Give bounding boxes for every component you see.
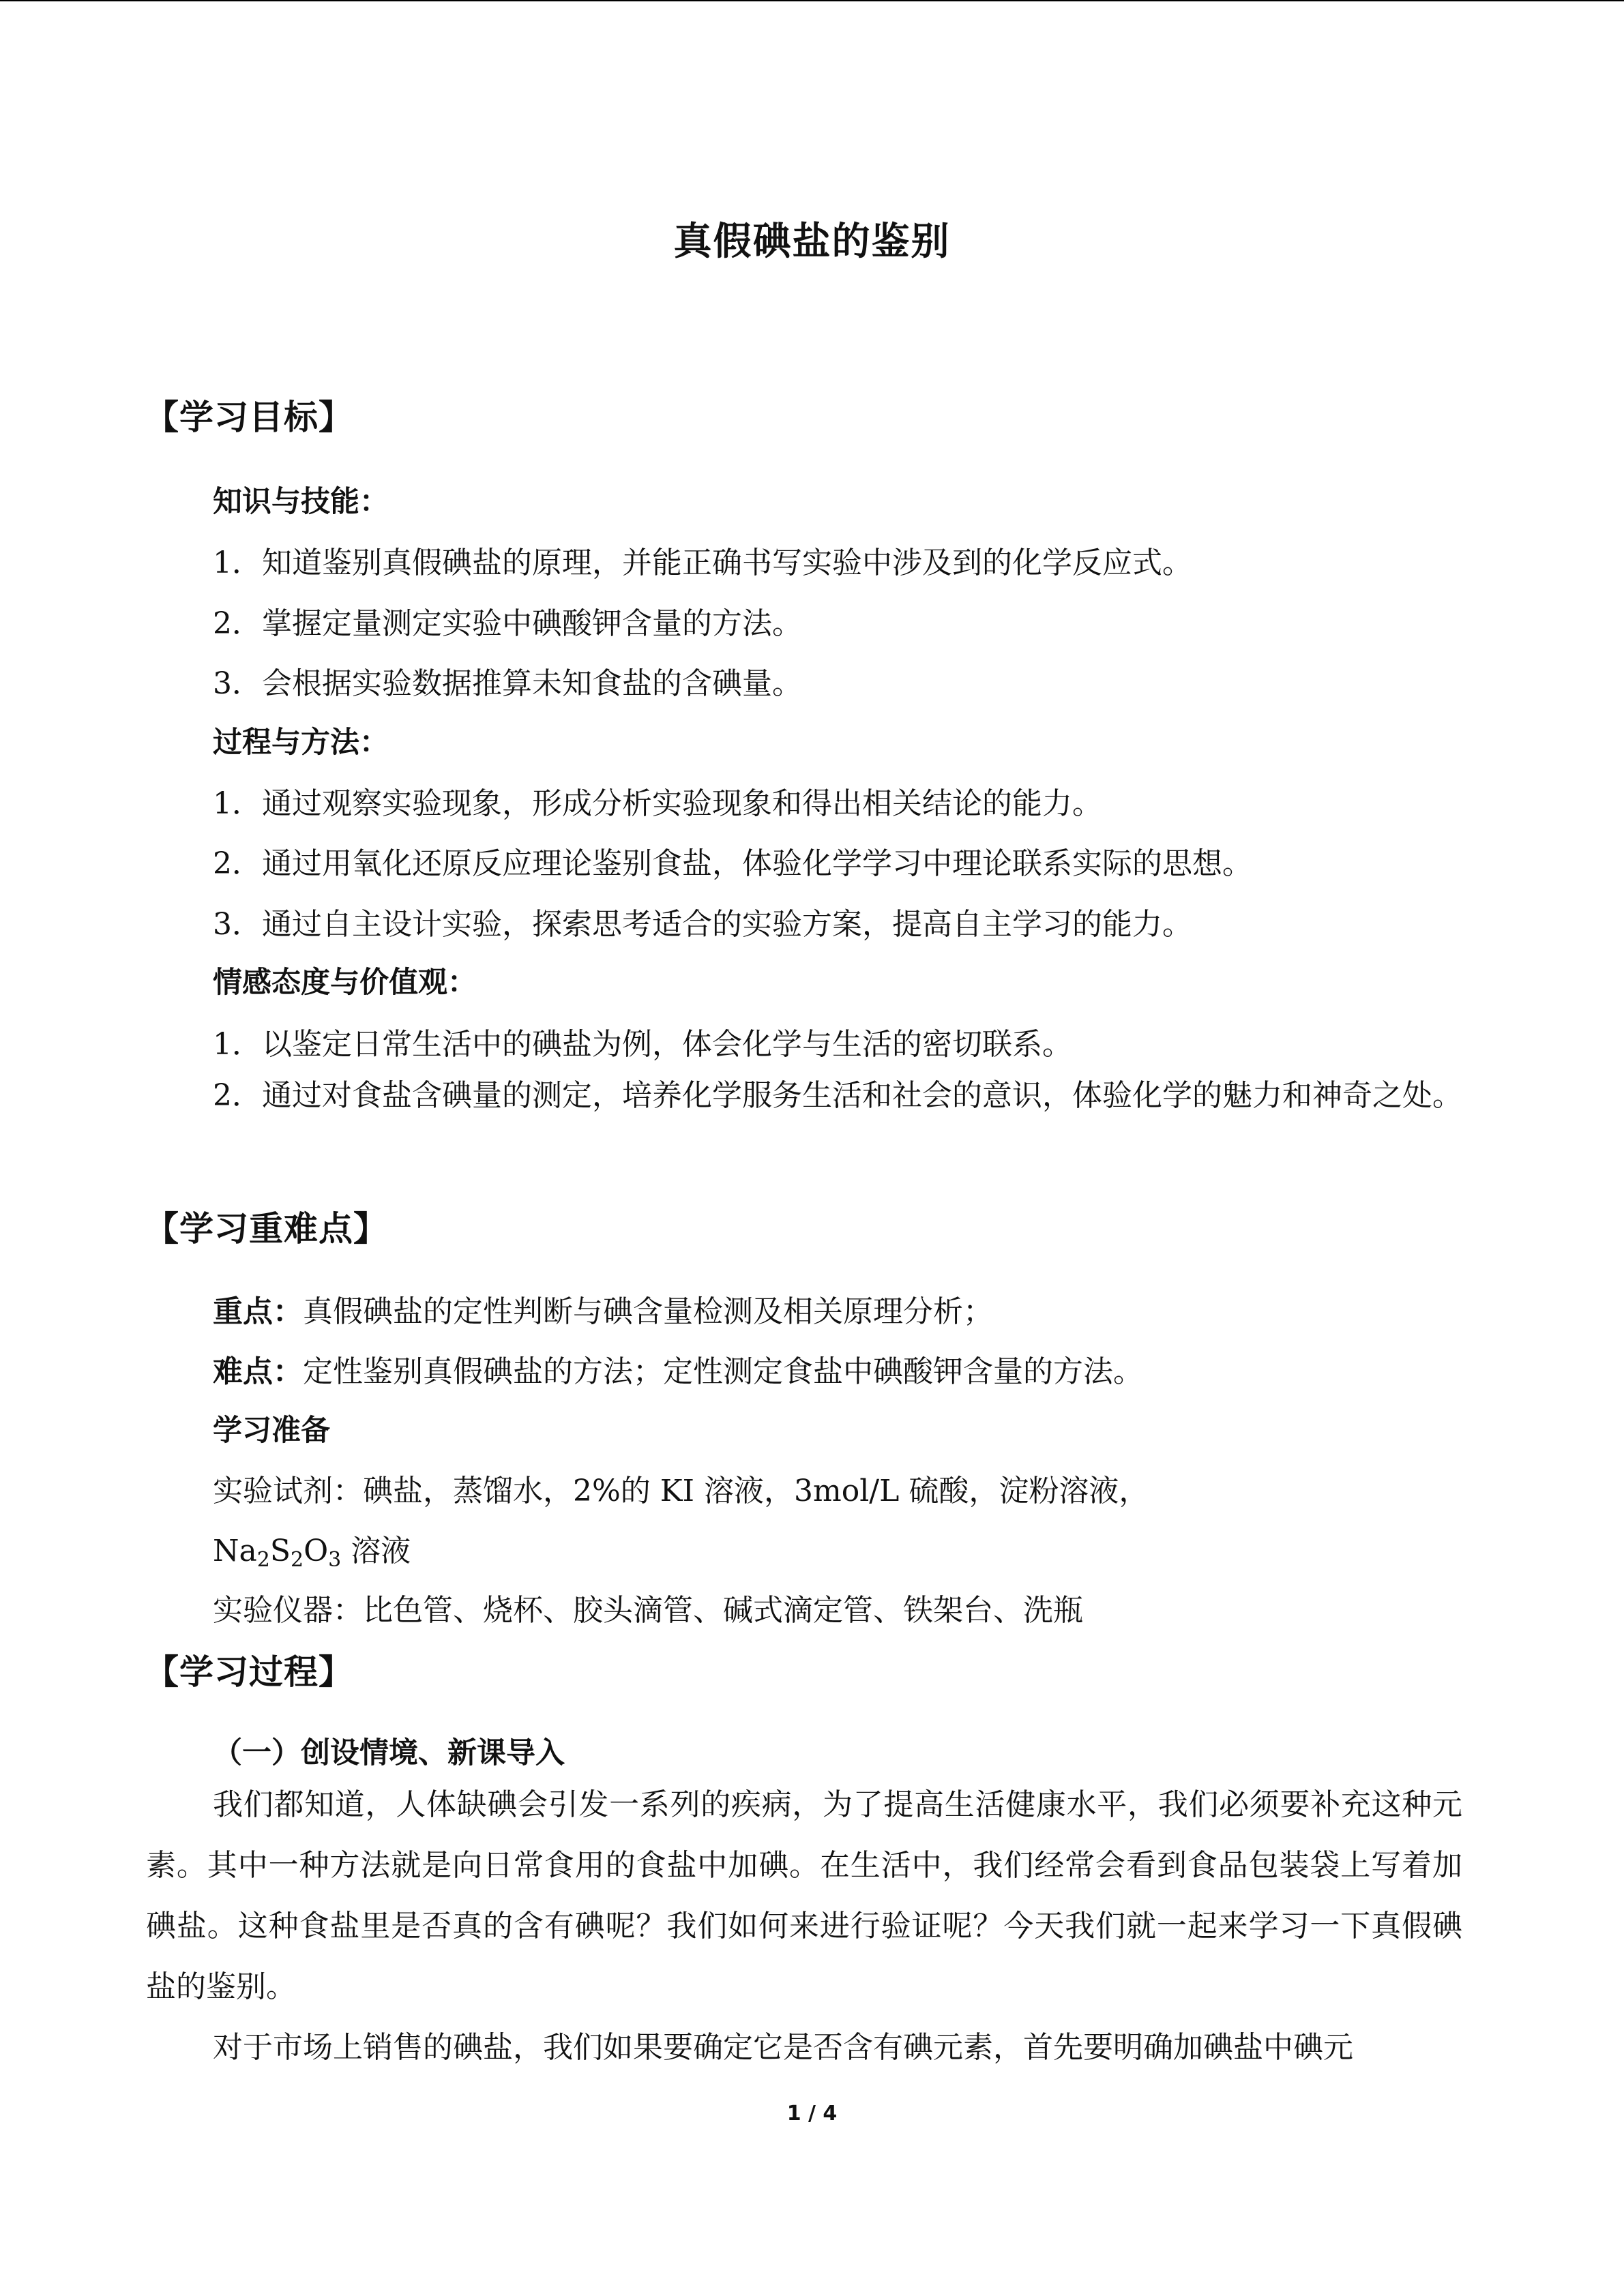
formula-na: Na — [213, 1534, 257, 1568]
objective-item: 1．以鉴定日常生活中的碘盐为例，体会化学与生活的密切联系。 — [213, 1027, 1072, 1062]
instruments-line: 实验仪器：比色管、烧杯、胶头滴管、碱式滴定管、铁架台、洗瓶 — [213, 1593, 1083, 1628]
focus-text: 真假碘盐的定性判断与碘含量检测及相关原理分析； — [303, 1294, 993, 1329]
formula-o: O — [304, 1534, 329, 1568]
difficulty-line — [213, 1347, 1143, 1390]
section-heading-objectives: 【学习目标】 — [145, 398, 353, 437]
focus-label: 重点： — [213, 1294, 303, 1329]
emotion-values-label: 情感态度与价值观： — [213, 966, 477, 1000]
document-title: 真假碘盐的鉴别 — [673, 220, 951, 264]
process-subheading: （一）创设情境、新课导入 — [213, 1736, 565, 1770]
continuation-paragraph: 对于市场上销售的碘盐，我们如果要确定它是否含有碘元素，首先要明确加碘盐中碘元 — [213, 2030, 1353, 2065]
section-heading-process: 【学习过程】 — [145, 1652, 353, 1692]
objective-item: 2．通过用氧化还原反应理论鉴别食盐，体验化学学习中理论联系实际的思想。 — [213, 846, 1252, 881]
objective-item-wrapped: 2．通过对食盐含碘量的测定，培养化学服务生活和社会的意识，体验化学的魅力和神奇之处。 — [213, 1078, 1462, 1113]
formula-suffix: 溶液 — [341, 1534, 411, 1568]
reagents-line: 实验试剂：碘盐，蒸馏水，2%的 KI 溶液，3mol/L 硫酸，淀粉溶液， — [213, 1474, 1149, 1508]
reagents-formula-line — [213, 1526, 411, 1570]
prep-label: 学习准备 — [213, 1414, 330, 1448]
focus-line — [213, 1287, 993, 1330]
formula-sub-3: 3 — [328, 1548, 342, 1572]
section-heading-key-points: 【学习重难点】 — [145, 1209, 388, 1249]
objective-item: 3．会根据实验数据推算未知食盐的含碘量。 — [213, 666, 802, 701]
page-number: 1 / 4 — [786, 2102, 838, 2126]
intro-paragraph: 我们都知道，人体缺碘会引发一系列的疾病，为了提高生活健康水平，我们必须要补充这种元素。其中一种方法就是向日常食用的食盐中加碘。在生活中，我们经常会看到食品包装袋上写着加碘盐。这种食盐里是否真的含有碘呢？我们如何来进行验证呢？今天我们就一起来学习一下真假碘盐的鉴别。 — [146, 1787, 1462, 2004]
objective-item: 3．通过自主设计实验，探索思考适合的实验方案，提高自主学习的能力。 — [213, 907, 1192, 942]
difficulty-text: 定性鉴别真假碘盐的方法；定性测定食盐中碘酸钾含量的方法。 — [303, 1354, 1143, 1389]
formula-s: S — [269, 1534, 291, 1568]
process-methods-label: 过程与方法： — [213, 726, 389, 760]
formula-sub-1: 2 — [256, 1548, 270, 1572]
objective-item: 1．通过观察实验现象，形成分析实验现象和得出相关结论的能力。 — [213, 786, 1102, 821]
formula-sub-2: 2 — [290, 1548, 304, 1572]
difficulty-label: 难点： — [213, 1354, 303, 1389]
objective-item: 2．掌握定量测定实验中碘酸钾含量的方法。 — [213, 606, 802, 641]
knowledge-skills-label: 知识与技能： — [213, 485, 389, 519]
objective-item: 1．知道鉴别真假碘盐的原理，并能正确书写实验中涉及到的化学反应式。 — [213, 546, 1192, 580]
